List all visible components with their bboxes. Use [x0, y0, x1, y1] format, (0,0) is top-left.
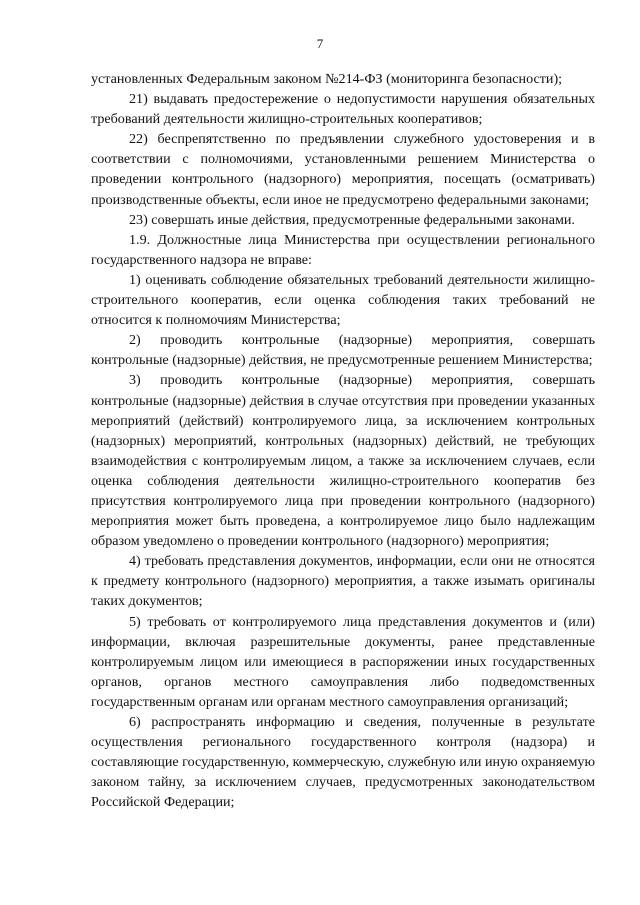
paragraph-prohibition-3: 3) проводить контрольные (надзорные) мероприятия, совершать контрольные (надзорные) действия в случае отсутствия при проведении указанных мероприятий (действий) контролируемого лица, за исключением контрольных (надзорных) мероприятий, контрольных (надзорных) действий, не требующих взаимодействия с контролируемым лицом, а также за исключением случаев, если оценка соблюдения деятельности жилищно-строительного кооператив без присутствия контролируемого лица при проведении контрольного (надзорного) мероприятия может быть проведена, а контролируемое лицо было надлежащим образом уведомлено о проведении контрольного (надзорного) мероприятия; [91, 372, 595, 550]
document-body [91, 69, 595, 812]
paragraph-section-1-9: 1.9. Должностные лица Министерства при осуществлении регионального государственного надзора не вправе: [91, 231, 595, 268]
paragraph-prohibition-6: 6) распространять информацию и сведения, полученные в результате осуществления регионального государственного контроля (надзора) и составляющие государственную, коммерческую, служебную или иную охраняемую законом тайну, за исключением случаев, предусмотренных законодательством Российской Федерации; [91, 714, 595, 811]
paragraph-prohibition-5: 5) требовать от контролируемого лица представления документов и (или) информации, включая разрешительные документы, ранее представленные контролируемым лицом или имеющиеся в распоряжении иных государственных органов, органов местного самоуправления либо подведомственных государственным органам или органам местного самоуправления организаций; [91, 613, 595, 710]
paragraph-item-21: 21) выдавать предостережение о недопустимости нарушения обязательных требований деятельности жилищно-строительных кооперативов; [91, 91, 595, 128]
paragraph-item-22: 22) беспрепятственно по предъявлении служебного удостоверения и в соответствии с полномочиями, установленными решением Министерства о проведении контрольного (надзорного) мероприятия, посещать (осматривать) производственные объекты, если иное не предусмотрено федеральными законами; [91, 131, 595, 208]
paragraph-prohibition-1: 1) оценивать соблюдение обязательных требований деятельности жилищно-строительного кооператив, если оценка соблюдения таких требований не относится к полномочиям Министерства; [91, 271, 595, 329]
page-number: 7 [316, 36, 324, 51]
paragraph-item-23: 23) совершать иные действия, предусмотренные федеральными законами. [129, 211, 575, 228]
paragraph-prohibition-2: 2) проводить контрольные (надзорные) мероприятия, совершать контрольные (надзорные) действия, не предусмотренные решением Министерства; [91, 332, 595, 369]
paragraph-prohibition-4: 4) требовать представления документов, информации, если они не относятся к предмету контрольного (надзорного) мероприятия, а также изымать оригиналы таких документов; [91, 553, 595, 610]
paragraph-continuation: установленных Федеральным законом №214-ФЗ (мониторинга безопасности); [91, 71, 563, 87]
